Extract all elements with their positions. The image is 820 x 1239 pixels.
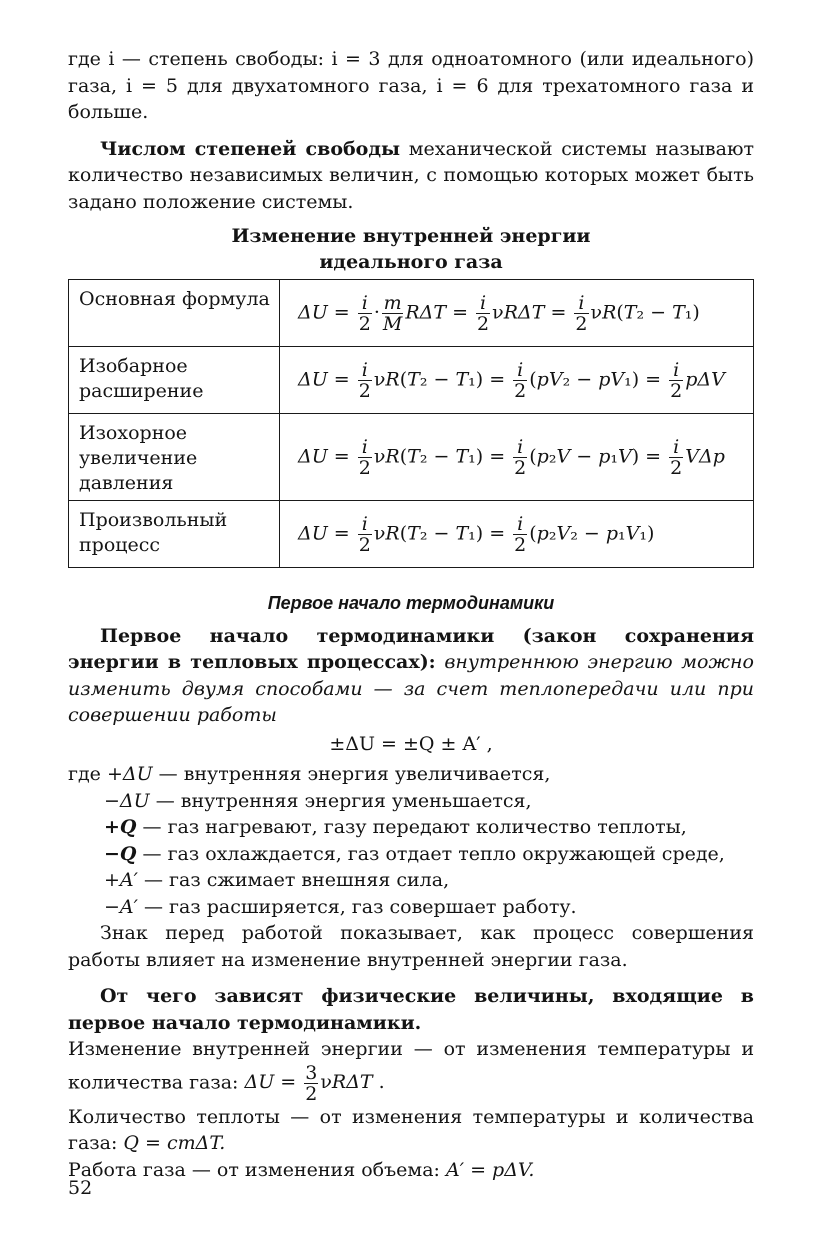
where-word: где [68,763,101,785]
row-label: Основная формула [69,280,280,347]
energy-text: Изменение внутренней энергии — от изменения температуры и количества газа: [68,1038,754,1093]
table-row [69,280,754,347]
first-law-statement: внутреннюю энергию можно изменить двумя способами — за счет теплопередачи или при совершении работы [68,651,754,726]
section-title: Первое начало термодинамики [267,593,555,613]
work-text: Работа газа — от изменения объема: [68,1158,440,1181]
row-formula: ΔU = $\frac{i}{2}$ νR(T₂ − T₁) = $\frac{i}{2}$ (p₂V₂ − p₁V₁) [280,501,754,568]
row-formula: ΔU = $\frac{i}{2}$ νR(T₂ − T₁) = $\frac{i}{2}$ (p₂V − p₁V) = $\frac{i}{2}$ VΔp [280,414,754,501]
heat-formula: Q = cmΔT. [123,1132,226,1154]
table-title [68,223,754,275]
first-law-formula: ±ΔU = ±Q ± A′ , [329,732,493,755]
list-text: — газ сжимает внешняя сила, [144,869,450,891]
definition-term: Числом степеней свободы [100,137,401,160]
energy-formula: ΔU = $\frac{3}{2}$ νRΔT . [244,1061,385,1105]
list-item [68,894,754,921]
table-title-line2: идеального газа [319,251,503,273]
list-text: — газ охлаждается, газ отдает тепло окружающей среде, [142,842,725,865]
list-text: — внутренняя энергия увеличивается, [158,763,551,785]
list-text: — газ нагревают, газу передают количество теплоты, [142,816,687,838]
list-symbol: −A′ [104,895,138,918]
list-text: — газ расширяется, газ совершает работу. [144,895,577,918]
work-formula: A′ = pΔV. [446,1158,535,1181]
definition-text: механической системы называют количество независимых величин, с помощью которых может быть задано положение системы. [68,137,754,213]
row-label: Произвольный процесс [69,501,280,568]
table-row [69,347,754,414]
list-text: — внутренняя энергия уменьшается, [155,789,532,812]
row-formula: ΔU = $\frac{i}{2}$ · $\frac{m}{M}$ RΔT = $\frac{i}{2}$ νRΔT = $\frac{i}{2}$ νR(T₂ − T₁) [280,280,754,347]
heat-text: Количество теплоты — от изменения температуры и количества газа: [68,1105,754,1154]
table-title-line1: Изменение внутренней энергии [231,225,591,247]
energy-table [68,279,754,568]
definition-paragraph [68,136,754,216]
list-item [68,814,754,841]
list-symbol: +Q [104,816,137,838]
first-law-paragraph [68,623,754,729]
page-number: 52 [68,1177,93,1199]
table-row [69,501,754,568]
energy-paragraph [68,1036,754,1104]
page-body [68,46,754,1183]
table-row [69,414,754,501]
work-paragraph [68,1157,754,1184]
list-item [68,841,754,868]
row-formula: ΔU = $\frac{i}{2}$ νR(T₂ − T₁) = $\frac{i}{2}$ (pV₂ − pV₁) = $\frac{i}{2}$ pΔV [280,347,754,414]
sign-list [68,761,754,920]
list-symbol: +ΔU [106,763,153,785]
list-symbol: −Q [104,842,137,865]
list-item [68,761,754,788]
list-item [68,867,754,894]
list-symbol: −ΔU [104,789,150,812]
heat-paragraph [68,1104,754,1157]
dependence-heading [68,983,754,1036]
note-paragraph: Знак перед работой показывает, как процесс совершения работы влияет на изменение внутренней энергии газа. [68,922,754,971]
dependence-heading-text: От чего зависят физические величины, входящие в первое начало термодинамики. [68,985,754,1034]
list-symbol: +A′ [104,869,138,891]
row-label: Изобарное расширение [69,347,280,414]
list-item [68,788,754,815]
intro-paragraph: где i — степень свободы: i = 3 для одноатомного (или идеального) газа, i = 5 для двухатомного газа, i = 6 для трехатомного газа и больше. [68,48,754,123]
first-law-heading: Первое начало термодинамики (закон сохранения энергии в тепловых процессах): [68,624,754,673]
row-label: Изохорное увеличение давления [69,414,280,501]
